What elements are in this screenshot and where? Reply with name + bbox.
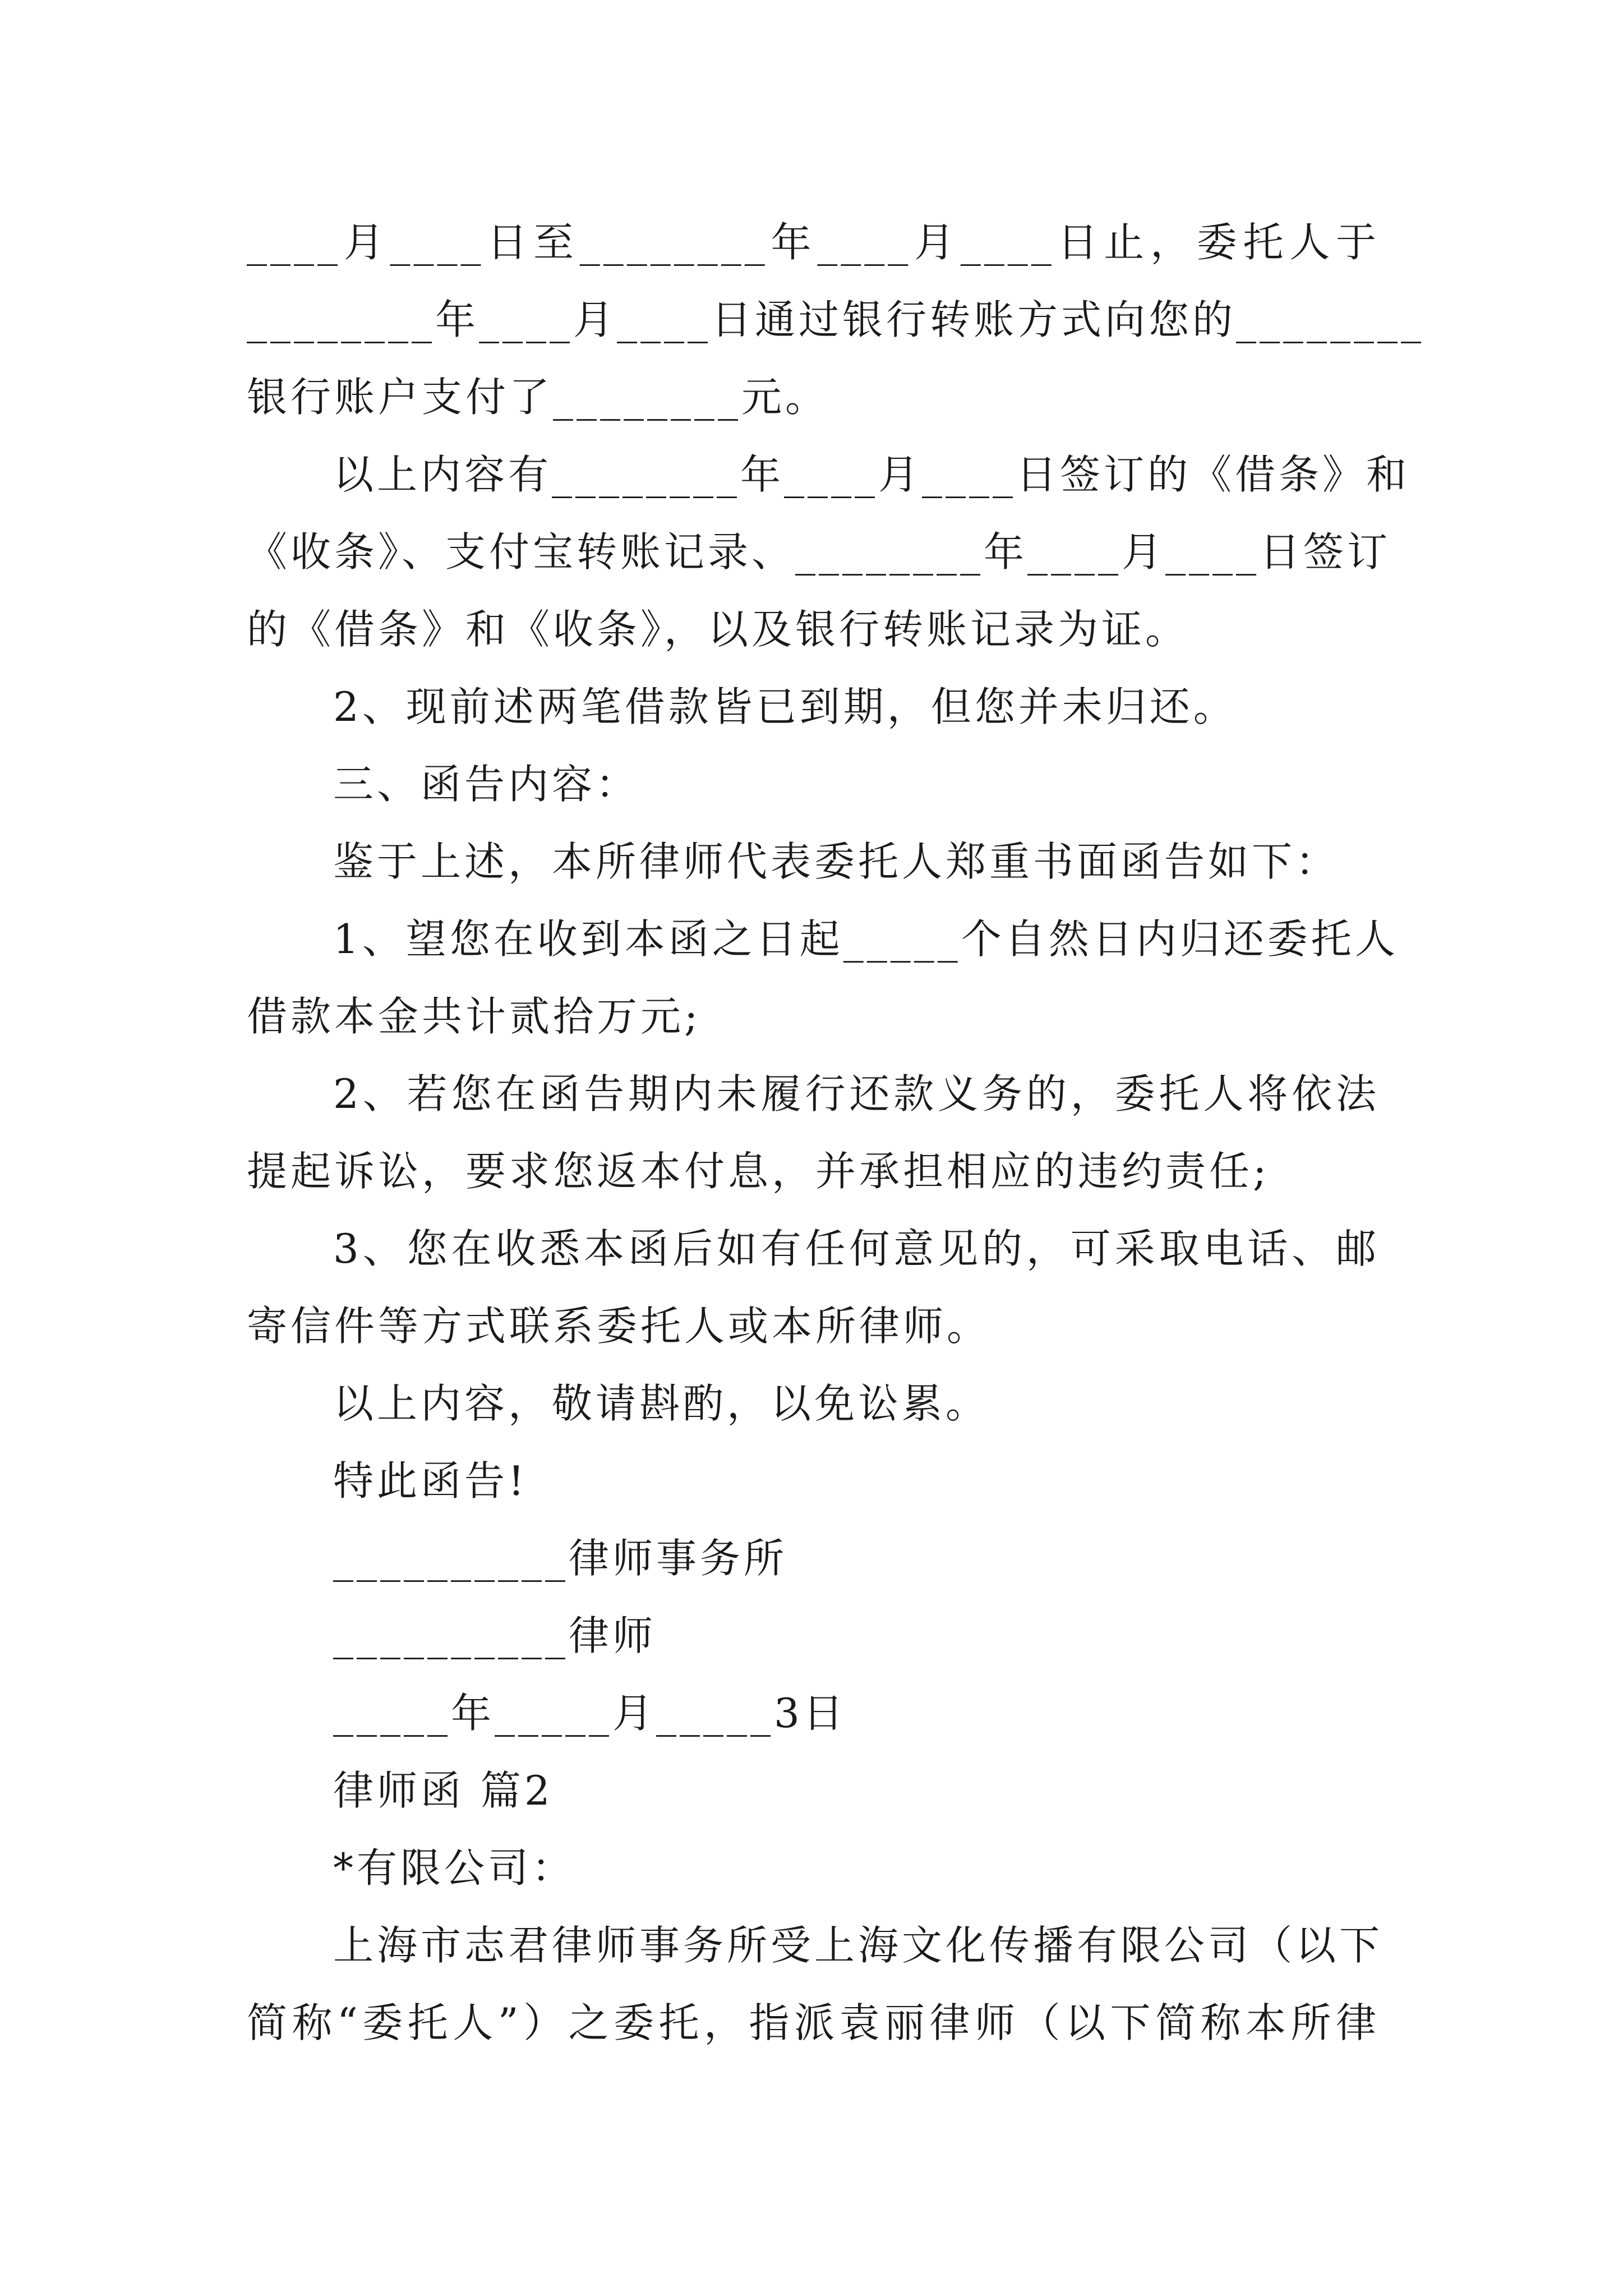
addressee: *有限公司： <box>333 1844 576 1892</box>
text-line-15: 寄信件等方式联系委托人或本所律师。 <box>247 1303 991 1350</box>
signature-date: _____年_____月_____3日 <box>333 1690 847 1737</box>
text-line-13: 提起诉讼，要求您返本付息，并承担相应的违约责任; <box>247 1148 1270 1195</box>
text-line-12: 2、若您在函告期内未履行还款义务的，委托人将依法 <box>333 1070 1380 1117</box>
text-line-16: 以上内容，敬请斟酌，以免讼累。 <box>333 1380 990 1427</box>
text-line-5: 《收条》、支付宝转账记录、________年____月____日签订 <box>247 528 1391 576</box>
article-title: 律师函 篇2 <box>333 1767 554 1814</box>
text-line-23: 上海市志君律师事务所受上海文化传播有限公司（以下 <box>333 1922 1384 1969</box>
text-line-4: 以上内容有________年____月____日签订的《借条》和 <box>333 451 1410 498</box>
text-line-24: 简称“委托人”）之委托，指派袁丽律师（以下简称本所律 <box>247 1999 1380 2046</box>
text-line-2: ________年____月____日通过银行转账方式向您的________ <box>247 296 1425 343</box>
text-line-11: 借款本金共计贰拾万元; <box>247 993 702 1040</box>
text-line-9: 鉴于上述，本所律师代表委托人郑重书面函告如下： <box>333 838 1340 885</box>
text-line-3: 银行账户支付了________元。 <box>247 374 829 421</box>
text-line-10: 1、望您在收到本函之日起_____个自然日内归还委托人 <box>333 915 1399 963</box>
text-line-7: 2、现前述两笔借款皆已到期，但您并未归还。 <box>333 683 1237 730</box>
signature-lawyer: __________律师 <box>333 1612 657 1659</box>
text-line-14: 3、您在收悉本函后如有任何意见的，可采取电话、邮 <box>333 1225 1380 1272</box>
section-heading: 三、函告内容： <box>333 761 640 808</box>
text-line-1: ____月____日至________年____月____日止，委托人于 <box>247 219 1380 266</box>
text-line-17: 特此函告! <box>333 1457 528 1504</box>
signature-firm: __________律师事务所 <box>333 1535 788 1582</box>
text-line-6: 的《借条》和《收条》，以及银行转账记录为证。 <box>247 606 1189 653</box>
